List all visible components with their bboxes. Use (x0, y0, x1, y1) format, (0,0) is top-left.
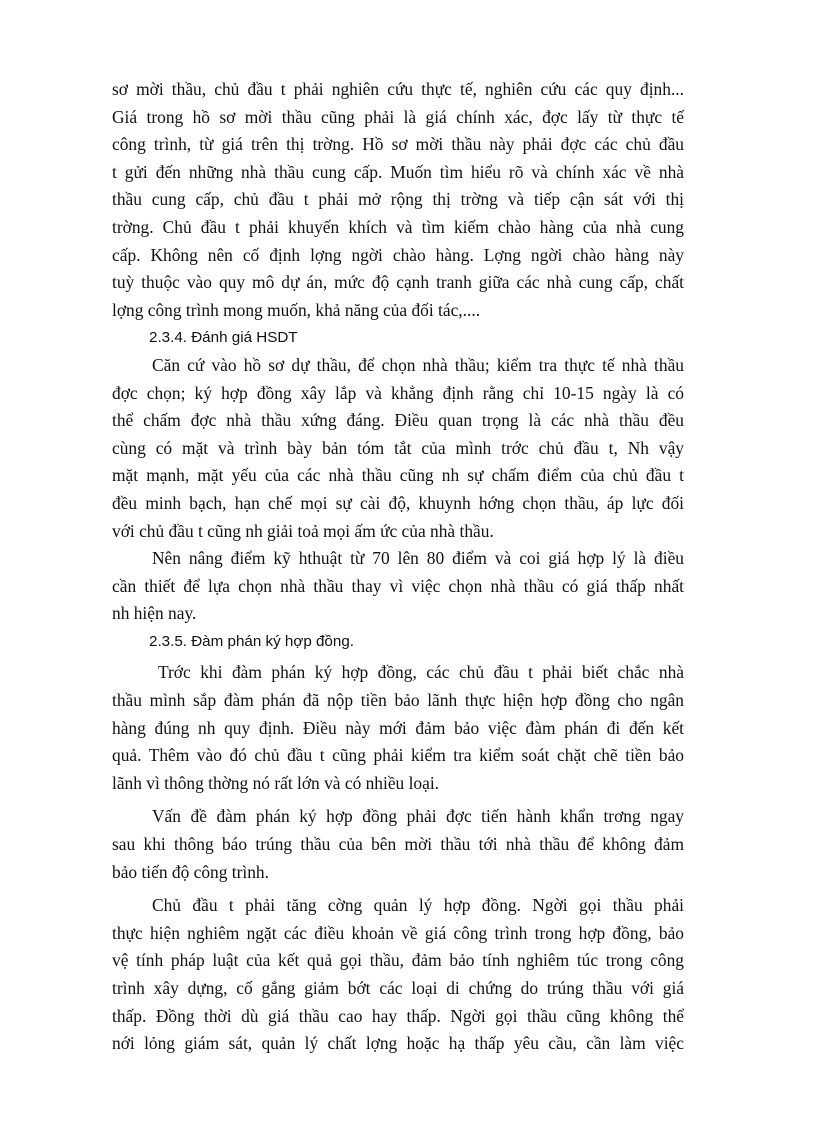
text-line: bảo tiến độ công trình. (112, 861, 269, 882)
text-line: cấp. Không nên cố định lợng ngời chào hàng. Lợng ngời chào hàng này (112, 244, 684, 265)
paragraph-tender-documents (112, 76, 684, 324)
text-line: Nên nâng điểm kỹ hthuật từ 70 lên 80 điểm và coi giá hợp lý là điều (152, 548, 684, 569)
text-line: lợng công trình mong muốn, khả năng của đối tác,.... (112, 299, 481, 320)
section-heading-2-3-4: 2.3.4. Đánh giá HSDT (149, 329, 298, 347)
text-line: Chủ đầu t phải tăng cờng quản lý hợp đồng. Ngời gọi thầu phải (152, 895, 684, 916)
text-line: Căn cứ vào hồ sơ dự thầu, để chọn nhà thầu; kiểm tra thực tế nhà thầu (152, 354, 684, 375)
section-heading-2-3-5: 2.3.5. Đàm phán ký hợp đồng. (149, 632, 354, 650)
text-line: mặt mạnh, mặt yếu của các nhà thầu cũng nh sự chấm điểm của chủ đầu t (112, 465, 684, 486)
text-line: thực hiện nghiêm ngặt các điều khoản về giá công trình trong hợp đồng, bảo (112, 922, 684, 943)
paragraph-bid-evaluation (112, 352, 684, 545)
paragraph-technical-score (112, 545, 684, 628)
text-line: sơ mời thầu, chủ đầu t phải nghiên cứu thực tế, nghiên cứu các quy định... (112, 79, 684, 99)
paragraph-negotiation-timing (112, 803, 684, 886)
paragraph-contract-management (112, 892, 684, 1058)
text-line: tuỳ thuộc vào quy mô dự án, mức độ cạnh tranh giữa các nhà cung cấp, chất (112, 272, 684, 293)
text-line: hàng đúng nh quy định. Điều này mới đảm bảo việc đàm phán đi đến kết (112, 717, 684, 738)
text-line: cần thiết để lựa chọn nhà thầu thay vì việc chọn nhà thầu có giá thấp nhất (112, 575, 684, 596)
text-line: Vấn đề đàm phán ký hợp đồng phải đợc tiến hành khẩn trơng ngay (152, 806, 684, 827)
text-line: trờng. Chủ đầu t phải khuyến khích và tìm kiếm chào hàng của nhà cung (112, 216, 684, 237)
text-line: với chủ đầu t cũng nh giải toả mọi ấm ức của nhà thầu. (112, 520, 494, 541)
text-line: sau khi thông báo trúng thầu của bên mời thầu tới nhà thầu để không đảm (112, 834, 684, 855)
text-line: lãnh vì thông thờng nó rất lớn và có nhiều loại. (112, 772, 440, 793)
text-line: đều minh bạch, hạn chế mọi sự cài độ, khuynh hớng chọn thầu, áp lực đối (112, 492, 684, 513)
document-page (112, 76, 684, 1058)
text-line: vệ tính pháp luật của kết quả gọi thầu, đảm bảo tính nghiêm túc trong công (112, 950, 684, 971)
text-line: thể chấm đợc nhà thầu xứng đáng. Điều quan trọng là các nhà thầu đều (112, 410, 684, 431)
text-line: công trình, từ giá trên thị trờng. Hồ sơ mời thầu này phải đợc các chủ đầu (112, 134, 684, 155)
text-line: Trớc khi đàm phán ký hợp đồng, các chủ đầu t phải biết chắc nhà (158, 662, 684, 683)
paragraph-contract-negotiation (112, 659, 684, 797)
text-line: trình xây dựng, cố gắng giảm bớt các loại di chứng do trúng thầu với giá (112, 978, 684, 998)
text-line: đợc chọn; ký hợp đồng xây lắp và khẳng định rằng chỉ 10-15 ngày là có (112, 382, 684, 403)
text-line: quả. Thêm vào đó chủ đầu t cũng phải kiểm tra kiểm soát chặt chẽ tiền bảo (112, 745, 684, 766)
text-line: thấp. Đồng thời dù giá thầu cao hay thấp. Ngời gọi thầu cũng không thể (112, 1005, 684, 1026)
text-line: thầu cung cấp, chủ đầu t phải mở rộng thị trờng và tiếp cận sát với thị (112, 189, 684, 210)
text-line: t gửi đến những nhà thầu cung cấp. Muốn tìm hiểu rõ và chính xác về nhà (112, 161, 684, 182)
text-line: thầu mình sắp đàm phán đã nộp tiền bảo lãnh thực hiện hợp đồng cho ngân (112, 690, 684, 711)
text-line: cùng có mặt và trình bày bản tóm tắt của mình trớc chủ đầu t, Nh vậy (112, 437, 684, 458)
text-line: nới lỏng giám sát, quản lý chất lợng hoặc hạ thấp yêu cầu, cần làm việc (112, 1033, 684, 1054)
text-line: nh hiện nay. (112, 603, 197, 624)
text-line: Giá trong hồ sơ mời thầu cũng phải là giá chính xác, đợc lấy từ thực tế (112, 106, 684, 127)
